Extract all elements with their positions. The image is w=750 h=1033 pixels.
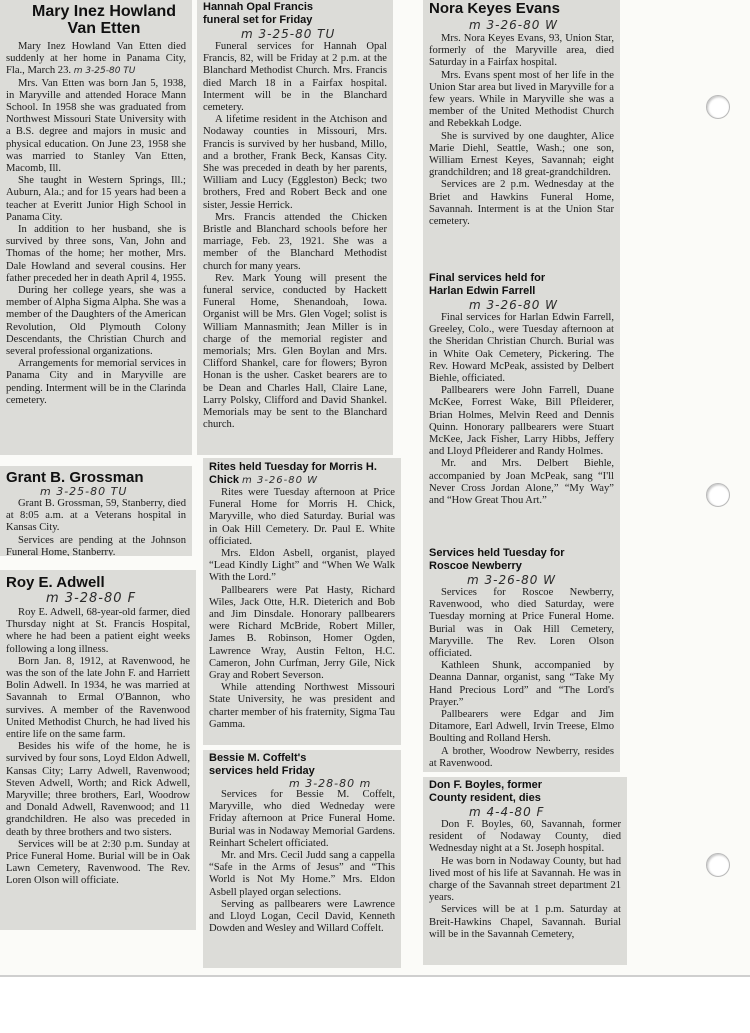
obituary-clipping [423,542,620,772]
obituary-headline: Grant B. Grossman [6,469,144,486]
obituary-clipping [423,262,620,542]
binder-hole [706,95,730,119]
handwritten-date: m 4-4-80 F [469,805,545,819]
obituary-text [429,33,614,228]
obituary-text [429,819,621,941]
paragraph: Services will be at 2:30 p.m. Sunday at Price Funeral Home. Burial will be in Oak Lawn Cemetery, Ravenwood. The Rev. Loren Olson will officiate. [6,838,190,887]
obituary-headline: Mary Inez Howland Van Etten [31,3,177,37]
headline-text: Rites held Tuesday for Morris H. Chick [209,461,377,486]
obituary-text [429,312,614,507]
handwritten-date: m 3-25-80 TU [241,27,336,41]
page-edge [0,975,750,977]
obituary-headline: Bessie M. Coffelt's services held Friday [209,752,315,777]
handwritten-date: m 3-28-80 F [46,591,137,606]
obituary-headline: Final services held for Harlan Edwin Farrell [429,272,546,297]
paragraph: Pallbearers were Edgar and Jim Ditamore, Earl Adwell, Irvin Treese, Elmo Boulting and Rolland Hersh. [429,709,614,745]
obituary-headline [209,458,395,487]
paragraph: Pallbearers were Pat Hasty, Richard Wiles, Jack Otte, H.R. Dieterich and Bob and Jim Dinsdale. Honorary pallbearers were Richard McBride, Robert Miller, James B. Robinson, Homer Ogden, Lawrence Wray, Austin Felton, H.C. Cameron, John Curfman, Jerry Gile, Nick Gray and Robert Severson. [209,584,395,682]
binder-hole [706,853,730,877]
obituary-text [6,607,190,888]
paragraph: Mrs. Evans spent most of her life in the Union Star area but lived in Maryville for a few years. While in Maryville she was a member of the United Methodist Church and Rebekkah Lodge. [429,69,614,130]
obituary-text [6,498,186,556]
handwritten-date: m 3-25-80 TU [73,66,136,77]
paragraph: A lifetime resident in the Atchison and Nodaway counties in Missouri, Mrs. Francis is survived by her husband, Millo, and a brother, Frank Beck, Kansas City. She was preceded in death by her parents, William and Lucy (Eggleston) Beck; two brothers, Fred and Robert Beck and one sister, Jessie Herrick. [203,114,387,211]
paragraph: Rites were Tuesday afternoon at Price Funeral Home for Morris H. Chick, Maryville, who died Saturday. Burial was in Oak Hill Cemetery. Dr. Paul E. White officiated. [209,487,395,547]
paragraph: During her college years, she was a member of Alpha Sigma Alpha. She was a member of the Daughters of the American Revolution, Old Plymouth Colony Descendants, the Christian Church and several professional organizations. [6,285,186,358]
paragraph: Mrs. Van Etten was born Jan 5, 1938, in Maryville and attended Horace Mann School. In 1958 she was graduated from Northwest Missouri State University with a B.S. degree and majors in music and physical education. On June 23, 1958 she was married to Stanley Van Etten, Macomb, Ill. [6,77,186,175]
obituary-headline: Hannah Opal Francis funeral set for Friday [203,1,314,26]
obituary-text [209,487,395,731]
paragraph: She is survived by one daughter, Alice Marie Diehl, Seattle, Wash.; one son, William Ernest Keyes, Savannah; eight grandchildren; and 18 great-grandchildren. [429,130,614,179]
paragraph: Pallbearers were John Farrell, Duane McKee, Forrest Wake, Bill Pfleiderer, Brian Holmes, Melvin Reed and Dennis Quinn. Honorary pallbearers were Stuart McKee, Jack Fisher, Larry Hibbs, Jeffery and Lloyd Pfleiderer and Randy Holmes. [429,385,614,458]
obituary-clipping [0,570,196,930]
obituary-headline: Don F. Boyles, former County resident, dies [429,779,543,804]
paragraph: Mrs. Eldon Asbell, organist, played “Lead Kindly Light” and “When We Walk With the Lord.” [209,548,395,584]
obituary-clipping [203,458,401,745]
paragraph: Born Jan. 8, 1912, at Ravenwood, he was the son of the late John F. and Harriett Bolin Adwell. In 1934, he was married at Savannah to Ermal O'Bannon, who survives. A member of the Ravenwood United Methodist Church, he had lived his entire life on the same farm. [6,655,190,741]
obituary-headline: Nora Keyes Evans [429,0,560,17]
paragraph: A brother, Woodrow Newberry, resides at Ravenwood. [429,745,614,769]
binder-hole [706,483,730,507]
obituary-text [203,41,387,432]
paragraph: Don F. Boyles, 60, Savannah, former resident of Nodaway County, died Wednesday night at a St. Joseph hospital. [429,819,621,855]
obituary-clipping [0,466,192,556]
obituary-headline: Roy E. Adwell [6,574,105,591]
obituary-clipping [0,0,192,455]
paragraph: She taught in Western Springs, Ill.; Auburn, Ala.; and for 15 years had been a teacher at Everitt Junior High School in Panama City. [6,175,186,223]
obituary-text [429,587,614,770]
handwritten-date: m 3-26-80 W [469,298,559,312]
paragraph: Services will be at 1 p.m. Saturday at Breit-Hawkins Chapel, Savannah. Burial will be in the Savannah Cemetery, [429,904,621,940]
paragraph: Mrs. Nora Keyes Evans, 93, Union Star, formerly of the Maryville area, died Saturday in a Fairfax hospital. [429,33,614,69]
handwritten-date: m 3-28-80 m [289,777,372,790]
obituary-headline: Services held Tuesday for Roscoe Newberry [429,547,565,572]
handwritten-date: m 3-26-80 W [469,18,559,32]
handwritten-date: m 3-26-80 W [467,573,557,587]
paragraph: He was born in Nodaway County, but had lived most of his life at Savannah. He was in charge of the Savannah street department 21 years. [429,855,621,904]
paragraph: Grant B. Grossman, 59, Stanberry, died at 8:05 a.m. at a Veterans hospital in Kansas City. [6,498,186,534]
obituary-text [209,789,395,935]
obituary-clipping [197,0,393,455]
paragraph: Mr. and Mrs. Delbert Biehle, accompanied by Joan McPeak, sang “I'll Never Cross Jordan Alone,” “My Way” and “How Great Thou Art.” [429,458,614,507]
obituary-clipping [423,0,620,262]
paragraph: Serving as pallbearers were Lawrence and Lloyd Logan, Cecil David, Kenneth Dowden and Wesley and Willard Coffelt. [209,898,395,935]
paragraph: Besides his wife of the home, he is survived by four sons, Loyd Eldon Adwell, Kansas City; Larry Adwell, Ravenwood; Steven Adwell, Worth; and Rick Adwell, Maryville; three brothers, Earl, Woodrow and Donald Adwell, Ravenwood; and 11 grandchildren. He also was preceded in death by three brothers and two sisters. [6,741,190,838]
paragraph: Services for Bessie M. Coffelt, Maryville, who died Wedneday were Friday afternoon at Price Funeral Home. Burial was in Nodaway Memorial Gardens. Reinhart Schelert officiated. [209,789,395,849]
paragraph: Arrangements for memorial services in Panama City and in Maryville are pending. Interment will be in the Clarinda cemetery. [6,358,186,406]
obituary-clipping [423,777,627,965]
paragraph: Services are pending at the Johnson Funeral Home, Stanberry. [6,534,186,556]
paragraph: Mr. and Mrs. Cecil Judd sang a cappella “Safe in the Arms of Jesus” and “This World is Not My Home.” Mrs. Eldon Asbell played organ selections. [209,850,395,898]
paragraph: Funeral services for Hannah Opal Francis, 82, will be Friday at 2 p.m. at the Blanchard Methodist Church. Mrs. Francis died March 18 in a Fairfax hospital. Interment will be in the Blanchard cemetery. [203,41,387,114]
obituary-clipping [203,750,401,968]
paragraph: While attending Northwest Missouri State University, he was president and charter member of his fraternity, Sigma Tau Gamma. [209,682,395,730]
paragraph: Mary Inez Howland Van Etten died suddenly at her home in Panama City, Fla., March 23. m 3-25-80 TU [6,41,186,77]
handwritten-date: m 3-26-80 W [242,475,319,486]
obituary-text [6,41,186,407]
paragraph: Mrs. Francis attended the Chicken Bristle and Blanchard schools before her marriage, Feb. 23, 1921. She was a member of the Blanchard Methodist church for many years. [203,211,387,272]
paragraph: Rev. Mark Young will present the funeral service, conducted by Hackett Funeral Home, Shenandoah, Iowa. Organist will be Mrs. Glen Vogel; solist is William Mannasmith; Jean Miller is in charge of the memorial register and memorials; Mrs. Glen Boylan and Mrs. Clifford Shankel, care for flowers; Byron Honan is the usher. Casket bearers are to be Dean and Charles Hall, Claire Lane, Larry Polsky, Clifford and David Shankel. Memorials may be sent to the Blanchard church. [203,272,387,431]
paragraph: Services are 2 p.m. Wednesday at the Briet and Hawkins Funeral Home, Savannah. Interment is at the Union Star cemetery. [429,179,614,228]
paragraph: In addition to her husband, she is survived by three sons, Van, John and Thomas of the home; her mother, Mrs. Dale Howland and several cousins. Her father preceded her in death April 4, 1955. [6,224,186,284]
paragraph: Final services for Harlan Edwin Farrell, Greeley, Colo., were Tuesday afternoon at the Sheridan Christian Church. Burial was in White Oak Cemetery, Pickering. The Rev. Howard McPeak, assisted by Delbert Biehle, officiated. [429,312,614,385]
paragraph: Roy E. Adwell, 68-year-old farmer, died Thursday night at St. Francis Hospital, where he had been a patient eight weeks following a long illness. [6,607,190,655]
paragraph: Kathleen Shunk, accompanied by Deanna Dannar, organist, sang “Take My Hand Precious Lord” and “The Lord's Prayer.” [429,660,614,708]
paragraph: Services for Roscoe Newberry, Ravenwood, who died Saturday, were Tuesday morning at Price Funeral Home. Burial was in Oak Hill Cemetery, Maryville. The Rev. Loren Olson officiated. [429,587,614,660]
handwritten-date: m 3-25-80 TU [40,485,128,498]
